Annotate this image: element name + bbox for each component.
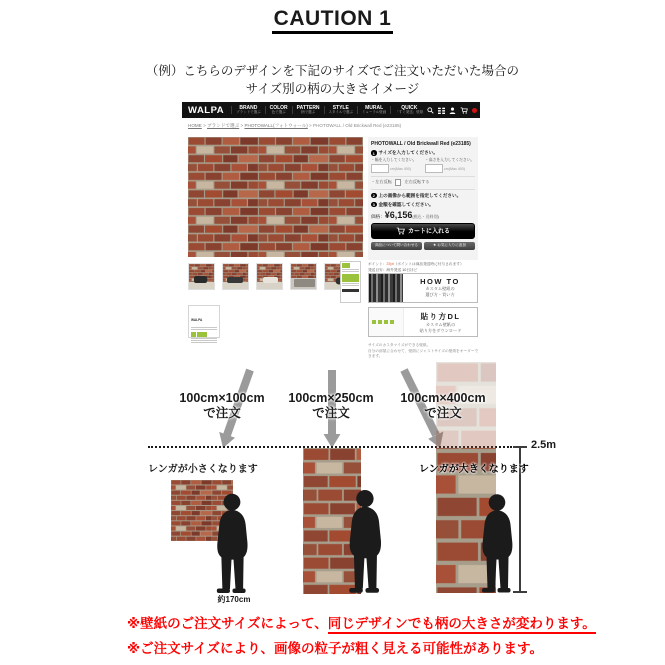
shipping-info: 発送目安：海外発送 10日ほど [368,268,418,272]
description-line1: （例）こちらのデザインを下記のサイズでご注文いただいた場合の [145,64,520,78]
nav-menu [231,104,427,116]
spec-sheet-preview[interactable]: WALPA [188,305,220,338]
howto-banner[interactable]: HOW TO カスタム壁紙の 選び方・買い方 [368,273,478,303]
person-silhouette-2 [344,489,390,594]
cart-badge [472,108,477,113]
webshop-screenshot [182,100,480,380]
person-silhouette-1 [211,493,257,594]
person-height-label: 約170cm [217,595,251,604]
howto-banner-image [369,274,403,302]
nav-item-mural[interactable]: MURAL ミューラル壁画 [357,106,390,115]
width-label: ・幅を入力してください。 [371,158,417,162]
nav-icons [427,107,482,114]
thumbnail-room-2[interactable] [222,263,249,290]
breadcrumb-photowall[interactable]: PHOTOWALL(フォトウォール) [244,123,308,128]
caution-note-1: ※壁紙のご注文サイズによって、同じデザインでも柄の大きさが変わります。 [127,612,647,632]
add-to-cart-button[interactable]: カートに入れる [371,223,475,239]
breadcrumb-brand[interactable]: ブランドで選ぶ [207,123,240,128]
flip-label: ・左右反転 [371,179,392,185]
download-banner[interactable]: 貼り方DL カスタム壁紙の 貼り方をダウンロード [368,307,478,337]
grid-icon[interactable] [438,107,445,114]
step3-label: 3 金額を確認してください。 [372,201,434,207]
ceiling-height-label: 2.5m [531,439,557,451]
page-title: CAUTION 1 [0,7,665,31]
download-banner-image [369,308,404,336]
caution-note-2: ※ご注文サイズにより、画像の粒子が粗く見える可能性があります。 [127,641,543,656]
thumbnail-room-4[interactable] [290,263,317,290]
howto-title: HOW TO [420,277,460,286]
point-value: 37pt [386,262,394,266]
user-icon[interactable] [449,107,456,114]
order-label-100x250: 100cm×250cm で注文 [288,391,374,420]
flip-checkbox-label: 左右反転する [404,179,430,185]
width-input[interactable] [371,164,389,173]
step1-label: 1 サイズを入力してください。 [372,150,438,156]
flip-checkbox[interactable] [395,179,402,186]
price-row: 価格：¥6,156(税込・送料別) [371,209,439,220]
size-chart-thumbnail[interactable] [340,261,361,303]
height-label: ・高さを入力してください。 [425,158,475,162]
price-value: ¥6,156 [384,209,413,220]
description-line2: サイズ別の柄の大きさイメージ [245,82,420,96]
height-unit: cm(Max 400) [444,166,465,171]
walpa-logo[interactable]: WALPA [188,104,225,116]
point-info: ポイント：37pt（ポイントは商品発送時に付与されます） [368,262,464,266]
product-panel [368,137,478,260]
width-unit: cm(Max 400) [390,166,411,171]
nav-item-style[interactable]: STYLE スタイルで選ぶ [324,106,357,115]
nav-item-brand[interactable]: BRAND ブランドで選ぶ [231,106,265,115]
inquiry-button[interactable]: 商品について問い合わせる [371,242,422,250]
order-label-100x100: 100cm×100cm で注文 [179,391,265,420]
large-brick-caption: レンガが大きくなります [419,464,529,475]
product-image-brick-wall[interactable] [188,137,363,257]
cart-icon[interactable] [460,107,468,114]
nav-item-pattern[interactable]: PATTERN 柄で選ぶ [292,106,324,115]
search-icon[interactable] [427,107,434,114]
breadcrumb-current: PHOTOWALL / Old Brickwall Red (e23185) [313,123,402,128]
product-title: PHOTOWALL / Old Brickwall Red (e23185) [371,141,471,147]
nav-item-quick[interactable]: QUICK 「すぐ発送」壁紙 [390,106,427,115]
product-description: サイズのカスタマイズができる壁紙。 自分の部屋に合わせて、壁面にジャストサイズの壁紙をオーダーできます。 [368,343,479,359]
favorite-button[interactable]: ★ お気に入りに追加 [424,242,475,250]
person-silhouette-3 [477,493,521,594]
thumbnail-room-3[interactable] [256,263,283,290]
site-navbar [182,102,480,118]
step2-label: 2 上の画像から範囲を指定してください。 [371,189,475,199]
breadcrumb-home[interactable]: HOME [188,123,202,128]
order-label-100x400: 100cm×400cm で注文 [400,391,486,420]
small-brick-caption: レンガが小さくなります [148,464,258,475]
breadcrumb: HOME > ブランドで選ぶ > PHOTOWALL(フォトウォール) > PHOTOWALL / Old Brickwall Red (e23185) [188,123,402,128]
download-title: 貼り方DL [420,312,461,321]
height-input[interactable] [425,164,443,173]
thumbnail-room-1[interactable] [188,263,215,290]
cart-button-icon [396,227,405,235]
nav-item-color[interactable]: COLOR 色で選ぶ [265,106,292,115]
